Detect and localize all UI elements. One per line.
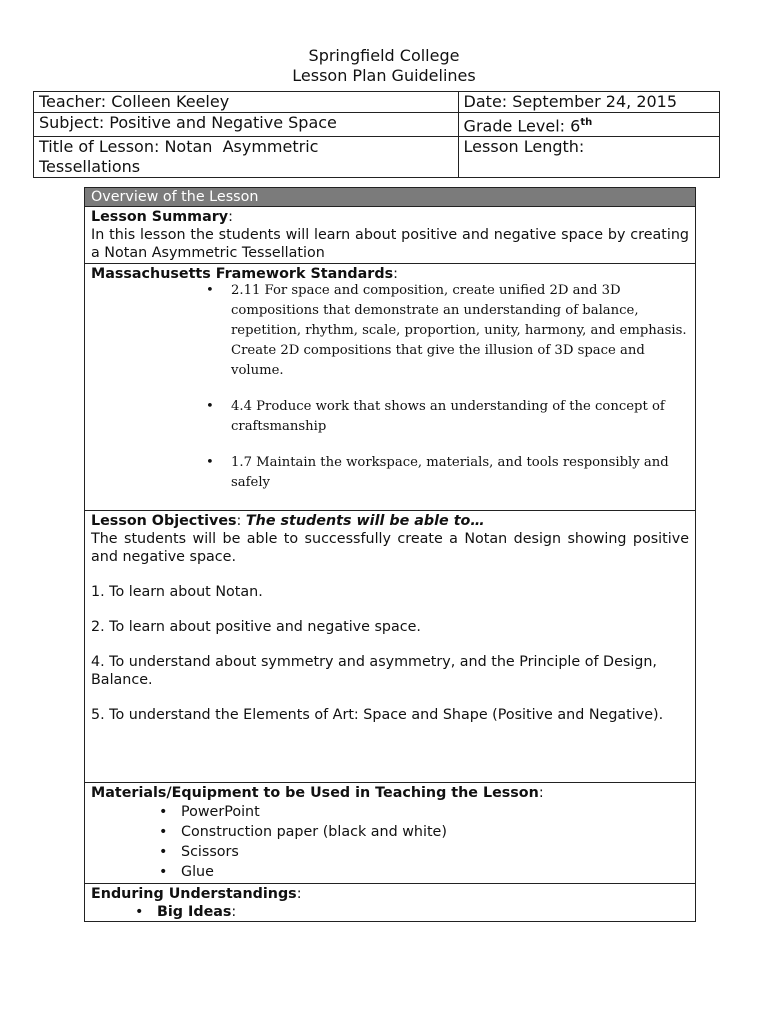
- lesson-title-cell: [34, 137, 459, 178]
- lesson-title-line1: Title of Lesson: Notan Asymmetric: [39, 137, 319, 157]
- grade-label: Grade Level: 6: [463, 116, 581, 136]
- objective-item: 2. To learn about positive and negative space.: [91, 619, 421, 635]
- list-item: • Big Ideas:: [135, 904, 237, 920]
- grade-superscript: th: [580, 117, 593, 128]
- enduring-label: Enduring Understandings: [91, 886, 297, 902]
- materials-label: Materials/Equipment to be Used in Teaching the Lesson: [91, 785, 539, 801]
- bullet-icon: •: [159, 844, 168, 860]
- material-text: Scissors: [181, 844, 239, 860]
- bullet-icon: •: [206, 455, 214, 470]
- materials-section: [85, 783, 695, 884]
- lesson-summary-label: Lesson Summary: [91, 209, 229, 225]
- lesson-length-cell: Lesson Length:: [458, 137, 719, 178]
- bullet-icon: •: [206, 399, 214, 414]
- material-text: PowerPoint: [181, 804, 260, 820]
- subject-cell: Subject: Positive and Negative Space: [34, 113, 459, 137]
- lesson-summary-heading: Lesson Summary:: [91, 209, 233, 225]
- list-item: [91, 397, 689, 437]
- list-item: [91, 862, 689, 882]
- lesson-overview-table: [84, 187, 696, 922]
- lesson-summary-section: [85, 207, 695, 264]
- list-item: [91, 822, 689, 842]
- standards-heading: Massachusetts Framework Standards:: [91, 266, 398, 282]
- standards-list: [91, 281, 689, 493]
- objectives-intro: The students will be able to successfully create a Notan design showing positive and negative space.: [91, 531, 689, 565]
- bullet-icon: •: [159, 864, 168, 880]
- objectives-section: [85, 511, 695, 783]
- list-item: [91, 453, 689, 493]
- standard-text: 2.11 For space and composition, create unified 2D and 3D compositions that demonstrate an understanding of balance, repetition, rhythm, scale, proportion, unity, harmony, and emphasis. Create 2D compositions that give the illusion of 3D space and volume.: [231, 283, 687, 378]
- materials-heading: Materials/Equipment to be Used in Teaching the Lesson:: [91, 785, 544, 801]
- lesson-info-table: [33, 91, 720, 178]
- objective-item: 1. To learn about Notan.: [91, 584, 263, 600]
- bullet-icon: •: [135, 904, 144, 920]
- list-item: [91, 842, 689, 862]
- objective-item: 4. To understand about symmetry and asymmetry, and the Principle of Design, Balance.: [91, 654, 657, 688]
- document-subtitle: Lesson Plan Guidelines: [292, 66, 476, 85]
- materials-list: [91, 802, 689, 882]
- material-text: Construction paper (black and white): [181, 824, 447, 840]
- overview-header-bar: Overview of the Lesson: [85, 188, 695, 207]
- bullet-icon: •: [159, 824, 168, 840]
- objectives-label-tail: The students will be able to…: [245, 513, 485, 529]
- grade-cell: [458, 113, 719, 137]
- standards-label: Massachusetts Framework Standards: [91, 266, 394, 282]
- list-item: [91, 802, 689, 822]
- standard-text: 1.7 Maintain the workspace, materials, and tools responsibly and safely: [231, 455, 669, 490]
- enduring-heading: Enduring Understandings:: [91, 886, 302, 902]
- teacher-cell: Teacher: Colleen Keeley: [34, 92, 459, 113]
- college-name: Springfield College: [308, 46, 460, 65]
- material-text: Glue: [181, 864, 214, 880]
- objective-item: 5. To understand the Elements of Art: Space and Shape (Positive and Negative).: [91, 707, 664, 723]
- standards-section: [85, 264, 695, 511]
- bullet-icon: •: [159, 804, 168, 820]
- big-ideas-label: Big Ideas: [157, 904, 232, 920]
- objectives-label: Lesson Objectives: [91, 513, 237, 529]
- objectives-heading: Lesson Objectives: The students will be able to…: [91, 513, 485, 529]
- standard-text: 4.4 Produce work that shows an understanding of the concept of craftsmanship: [231, 399, 665, 434]
- list-item: [91, 281, 689, 381]
- lesson-title-line2: Tessellations: [39, 157, 141, 177]
- lesson-summary-text: In this lesson the students will learn about positive and negative space by creating a Notan Asymmetric Tessellation: [91, 227, 689, 261]
- big-ideas-list: [91, 903, 689, 922]
- bullet-icon: •: [206, 283, 214, 298]
- date-cell: Date: September 24, 2015: [458, 92, 719, 113]
- enduring-understandings-section: [85, 884, 695, 922]
